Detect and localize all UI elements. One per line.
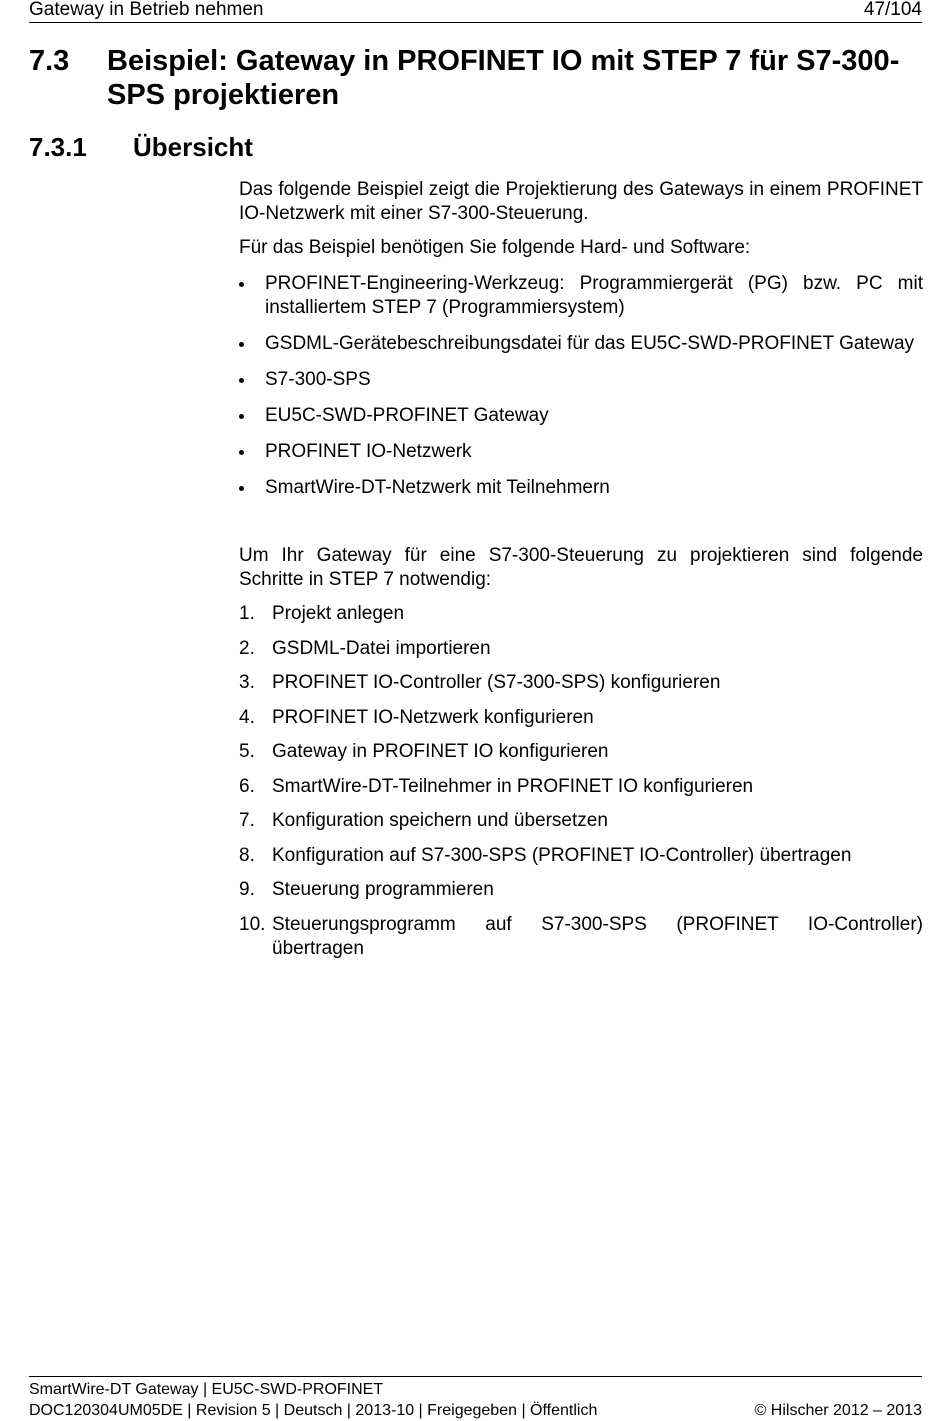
requirements-list [239,272,923,500]
footer-document-info: DOC120304UM05DE | Revision 5 | Deutsch | 2013-10 | Freigegeben | Öffentlich [29,1402,598,1419]
step-number: 5. [239,741,255,762]
steps-intro-paragraph: Um Ihr Gateway für eine S7-300-Steuerung zu projektieren sind folgende Schritte in STEP 7 notwendig: [239,545,923,590]
step-item [239,844,923,868]
step-item [239,775,923,799]
list-item [239,440,923,464]
list-item [239,476,923,500]
step-number: 10. [239,913,266,935]
page-footer [29,1376,922,1421]
list-item-text: SmartWire-DT-Netzwerk mit Teilnehmern [265,477,610,498]
page-number: 47/104 [863,0,922,20]
step-number: 2. [239,637,255,659]
step-item [239,878,923,902]
list-item-text: PROFINET-Engineering-Werkzeug: Programmiergerät (PG) bzw. PC mit installiertem STEP 7 (Programmiersystem) [265,273,923,318]
list-item [239,368,923,392]
bullet-icon [239,414,244,419]
step-text: Steuerungsprogramm auf S7-300-SPS (PROFINET IO-Controller) übertragen [272,913,923,959]
list-item-text: S7-300-SPS [265,369,371,390]
page-header [29,0,922,23]
subsection-number: 7.3.1 [29,132,87,162]
list-item-text: PROFINET IO-Netzwerk [265,441,472,462]
step-text: SmartWire-DT-Teilnehmer in PROFINET IO konfigurieren [272,775,754,797]
list-item [239,404,923,428]
step-item [239,740,923,764]
body-text [239,178,923,971]
subsection-title: Übersicht [133,132,253,162]
step-item [239,809,923,833]
step-text: Konfiguration auf S7-300-SPS (PROFINET IO-Controller) übertragen [272,844,852,866]
intro-paragraph: Das folgende Beispiel zeigt die Projektierung des Gateways in einem PROFINET IO-Netzwerk mit einer S7-300-Steuerung. [239,179,923,224]
bullet-icon [239,378,244,383]
requirements-paragraph: Für das Beispiel benötigen Sie folgende Hard- und Software: [239,237,751,258]
bullet-icon [239,450,244,455]
step-text: GSDML-Datei importieren [272,637,491,659]
bullet-icon [239,486,244,491]
list-item-text: EU5C-SWD-PROFINET Gateway [265,405,549,426]
step-item [239,671,923,695]
step-number: 9. [239,879,255,900]
footer-copyright: © Hilscher 2012 – 2013 [754,1402,922,1419]
step-item [239,637,923,661]
step-number: 4. [239,706,255,728]
bullet-icon [239,342,244,347]
step-text: Gateway in PROFINET IO konfigurieren [272,741,609,762]
step-number: 7. [239,810,255,831]
list-item-text: GSDML-Gerätebeschreibungsdatei für das EU5C-SWD-PROFINET Gateway [265,333,915,354]
step-number: 1. [239,603,255,624]
step-item [239,913,923,961]
footer-product: SmartWire-DT Gateway | EU5C-SWD-PROFINET [29,1381,384,1398]
step-text: Steuerung programmieren [272,879,494,900]
step-text: PROFINET IO-Controller (S7-300-SPS) konfigurieren [272,672,721,693]
step-number: 8. [239,844,255,866]
step-text: Konfiguration speichern und übersetzen [272,810,608,831]
steps-list [239,602,923,961]
section-number: 7.3 [29,45,70,77]
step-text: PROFINET IO-Netzwerk konfigurieren [272,706,594,728]
list-item [239,332,923,356]
step-item [239,602,923,626]
step-item [239,706,923,730]
list-item [239,272,923,320]
header-title: Gateway in Betrieb nehmen [29,0,264,20]
bullet-icon [239,282,244,287]
step-text: Projekt anlegen [272,603,405,624]
step-number: 6. [239,775,255,797]
step-number: 3. [239,672,255,693]
section-title: Beispiel: Gateway in PROFINET IO mit STEP 7 für S7-300-SPS projektieren [107,45,900,111]
